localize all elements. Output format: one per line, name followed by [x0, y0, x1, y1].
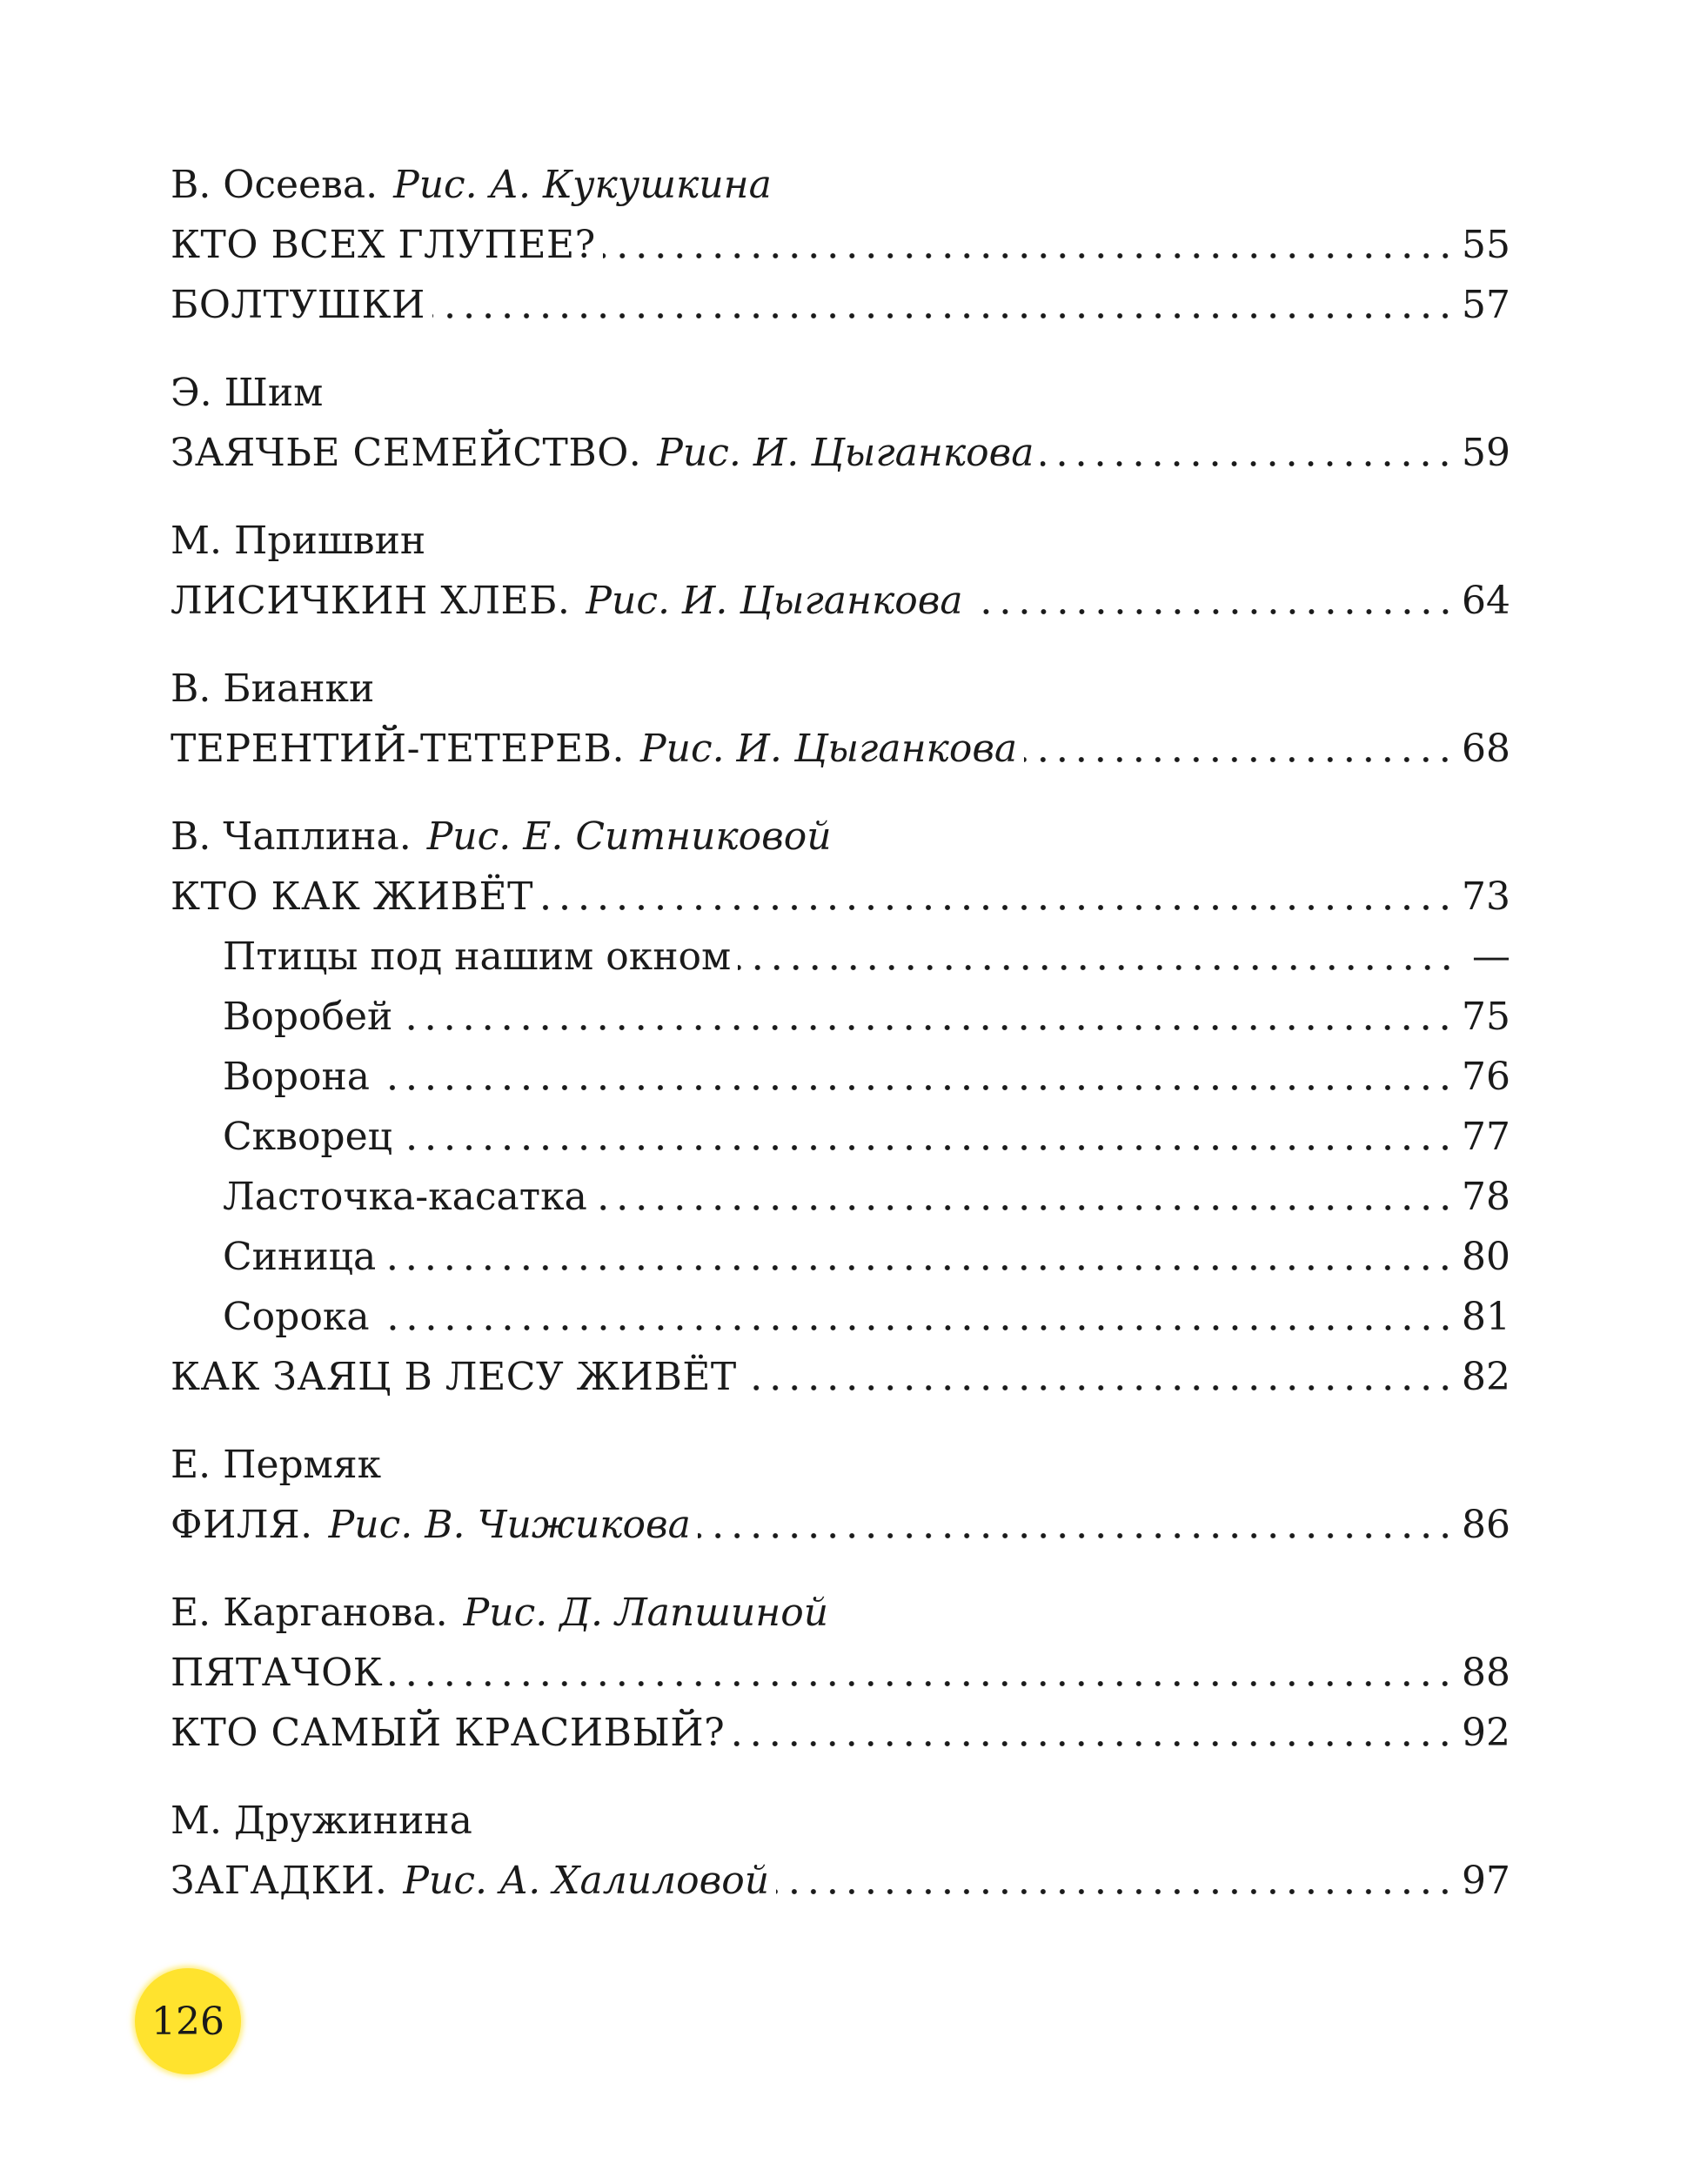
- entry-title: [171, 423, 1034, 483]
- entry-title: [223, 1167, 587, 1227]
- author-name: В. Осеева.: [171, 163, 378, 207]
- toc-subentry: [171, 1227, 1510, 1287]
- entry-page-number: 82: [1462, 1355, 1510, 1399]
- entry-page-number: —: [1472, 935, 1510, 979]
- entry-title-text: КТО ВСЕХ ГЛУПЕЕ?: [171, 223, 596, 267]
- dot-leader: [399, 1022, 1455, 1033]
- entry-title: [223, 1047, 370, 1107]
- entry-title-text: Ворона: [223, 1055, 371, 1099]
- toc-section: [171, 155, 1510, 335]
- toc-entry: [171, 1703, 1510, 1763]
- entry-illustrator: Рис. В. Чижикова: [328, 1503, 691, 1547]
- entry-page-number: 81: [1462, 1295, 1510, 1339]
- illustrator-credit: Рис. Е. Ситниковой: [426, 814, 832, 859]
- author-line: [171, 155, 1510, 215]
- toc-subentry: [171, 1167, 1510, 1227]
- entry-title: [171, 215, 596, 275]
- entry-title-text: ТЕРЕНТИЙ-ТЕТЕРЕВ.: [171, 727, 625, 771]
- entry-page-number: 88: [1462, 1651, 1510, 1695]
- illustrator-credit: Рис. Д. Лапшиной: [463, 1591, 829, 1635]
- dot-leader: [377, 1323, 1455, 1333]
- entry-title-text: ЗАЯЧЬЕ СЕМЕЙСТВО.: [171, 431, 642, 475]
- entry-illustrator: Рис. И. Цыганкова: [657, 431, 1034, 475]
- entry-title: [223, 927, 731, 987]
- entry-page-number: 78: [1462, 1175, 1510, 1219]
- toc-entry: [171, 719, 1510, 779]
- entry-title: [171, 867, 533, 927]
- entry-title: [171, 571, 963, 631]
- toc-subentry: [171, 1047, 1510, 1107]
- author-name: В. Чаплина.: [171, 814, 412, 859]
- toc-entry: [171, 1851, 1510, 1911]
- table-of-contents: [171, 155, 1510, 1939]
- entry-title: [171, 719, 1017, 779]
- entry-page-number: 73: [1462, 874, 1510, 919]
- dot-leader: [744, 1383, 1455, 1393]
- entry-title: [171, 1495, 691, 1555]
- toc-entry: [171, 275, 1510, 335]
- entry-title-text: КТО КАК ЖИВЁТ: [171, 874, 533, 919]
- toc-entry: [171, 1347, 1510, 1407]
- toc-entry: [171, 867, 1510, 927]
- dot-leader: [698, 1531, 1455, 1541]
- entry-illustrator: Рис. А. Халиловой: [403, 1859, 770, 1903]
- entry-title-text: ФИЛЯ.: [171, 1503, 313, 1547]
- dot-leader: [540, 902, 1455, 913]
- toc-section: [171, 1583, 1510, 1763]
- toc-section: [171, 1791, 1510, 1911]
- entry-title-text: Птицы под нашим окном: [223, 935, 732, 979]
- author-line: [171, 1583, 1510, 1643]
- entry-page-number: 68: [1462, 727, 1510, 771]
- author-line: [171, 1791, 1510, 1851]
- toc-subentry: [171, 1287, 1510, 1347]
- entry-page-number: 80: [1462, 1235, 1510, 1279]
- toc-entry: [171, 1495, 1510, 1555]
- entry-title-text: Скворец: [223, 1115, 392, 1159]
- author-line: [171, 1435, 1510, 1495]
- entry-page-number: 57: [1462, 283, 1510, 327]
- toc-section: [171, 1435, 1510, 1555]
- entry-title-text: Ласточка-касатка: [223, 1175, 587, 1219]
- dot-leader: [594, 1203, 1455, 1213]
- dot-leader: [738, 962, 1456, 973]
- entry-page-number: 64: [1462, 579, 1510, 623]
- toc-section: [171, 511, 1510, 631]
- dot-leader: [776, 1886, 1455, 1897]
- entry-title-text: КТО САМЫЙ КРАСИВЫЙ?: [171, 1711, 726, 1755]
- dot-leader: [432, 311, 1455, 321]
- entry-title: [223, 1227, 376, 1287]
- entry-page-number: 75: [1462, 995, 1510, 1039]
- toc-subentry: [171, 987, 1510, 1047]
- author-name: Е. Карганова.: [171, 1591, 448, 1635]
- entry-title: [171, 1851, 769, 1911]
- entry-title-text: БОЛТУШКИ: [171, 283, 425, 327]
- author-name: В. Бианки: [171, 667, 375, 711]
- entry-illustrator: Рис. И. Цыганкова: [586, 579, 963, 623]
- toc-section: [171, 363, 1510, 483]
- author-name: Е. Пермяк: [171, 1443, 382, 1487]
- dot-leader: [390, 1678, 1455, 1689]
- toc-entry: [171, 215, 1510, 275]
- entry-title-text: КАК ЗАЯЦ В ЛЕСУ ЖИВЁТ: [171, 1355, 737, 1399]
- toc-entry: [171, 571, 1510, 631]
- toc-entry: [171, 1643, 1510, 1703]
- dot-leader: [377, 1082, 1455, 1093]
- toc-subentry: [171, 1107, 1510, 1167]
- dot-leader: [732, 1738, 1455, 1749]
- entry-title-text: ЗАГАДКИ.: [171, 1859, 388, 1903]
- entry-title: [223, 1287, 370, 1347]
- toc-section: [171, 659, 1510, 779]
- dot-leader: [399, 1142, 1455, 1153]
- entry-title-text: Синица: [223, 1235, 377, 1279]
- author-line: [171, 807, 1510, 867]
- dot-leader: [383, 1263, 1455, 1273]
- entry-page-number: 76: [1462, 1055, 1510, 1099]
- entry-page-number: 77: [1462, 1115, 1510, 1159]
- illustrator-credit: Рис. А. Кукушкина: [393, 163, 772, 207]
- toc-section: [171, 807, 1510, 1407]
- page-number: 126: [151, 1999, 224, 2044]
- page-number-badge: [135, 1968, 241, 2074]
- author-name: М. Пришвин: [171, 519, 426, 563]
- toc-entry: [171, 423, 1510, 483]
- author-name: Э. Шим: [171, 371, 324, 415]
- entry-title: [171, 275, 425, 335]
- entry-title: [223, 987, 392, 1047]
- dot-leader: [603, 251, 1455, 261]
- author-line: [171, 511, 1510, 571]
- entry-illustrator: Рис. И. Цыганкова: [640, 727, 1018, 771]
- dot-leader: [1024, 754, 1455, 765]
- entry-title: [223, 1107, 392, 1167]
- entry-page-number: 55: [1462, 223, 1510, 267]
- entry-title: [171, 1643, 383, 1703]
- entry-title-text: ПЯТАЧОК: [171, 1651, 384, 1695]
- entry-page-number: 59: [1462, 431, 1510, 475]
- entry-title-text: Сорока: [223, 1295, 370, 1339]
- entry-title-text: Воробей: [223, 995, 393, 1039]
- author-name: М. Дружинина: [171, 1799, 472, 1843]
- entry-title: [171, 1703, 725, 1763]
- entry-page-number: 97: [1462, 1859, 1510, 1903]
- entry-title: [171, 1347, 737, 1407]
- author-line: [171, 363, 1510, 423]
- entry-page-number: 86: [1462, 1503, 1510, 1547]
- entry-title-text: ЛИСИЧКИН ХЛЕБ.: [171, 579, 571, 623]
- dot-leader: [970, 606, 1455, 617]
- toc-subentry: [171, 927, 1510, 987]
- author-line: [171, 659, 1510, 719]
- entry-page-number: 92: [1462, 1711, 1510, 1755]
- dot-leader: [1041, 459, 1455, 469]
